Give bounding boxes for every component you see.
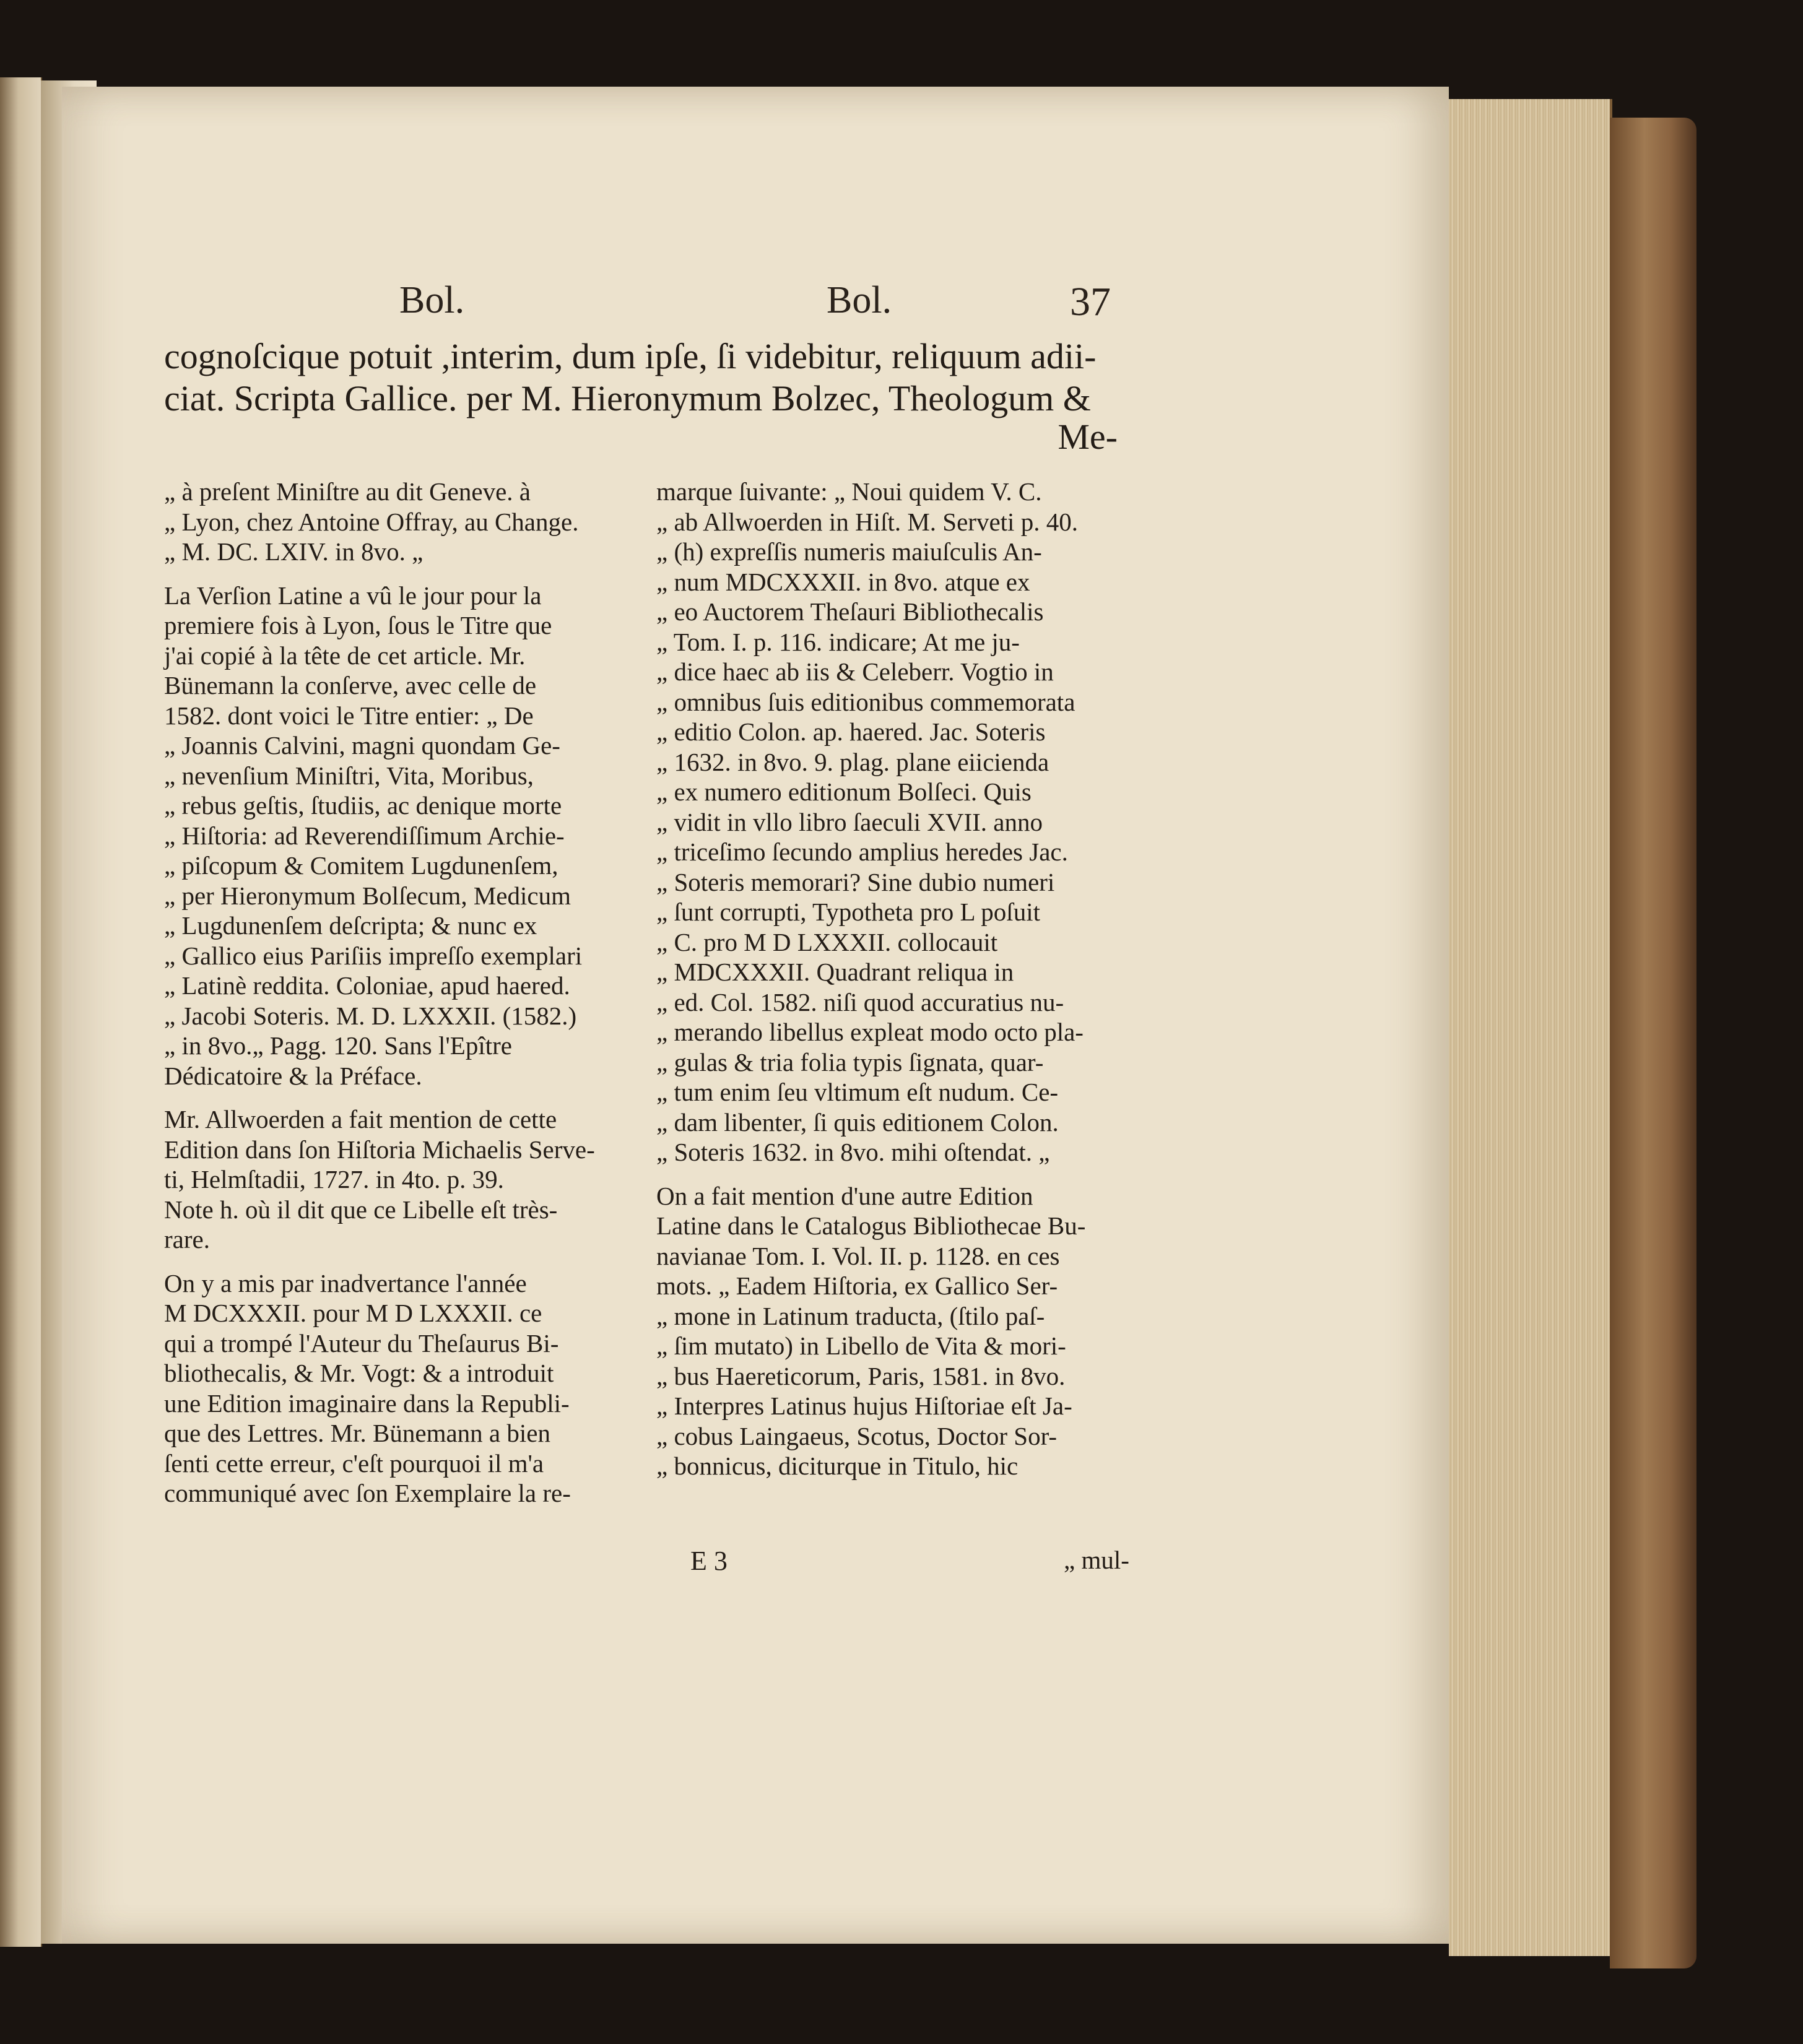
text-line: „ bonnicus, diciturque in Titulo, hic: [656, 1452, 1019, 1480]
text-line: „ Tom. I. p. 116. indicare; At me ju-: [656, 627, 1020, 656]
text-line: „ Gallico eius Pariſiis impreſſo exemplari: [164, 941, 583, 970]
runon-line-3: Me-: [1058, 417, 1118, 457]
page-number: 37: [1070, 279, 1111, 324]
text-line: que des Lettres. Mr. Bünemann a bien: [164, 1419, 550, 1447]
paragraph-gap: [164, 1091, 628, 1104]
text-line: Latine dans le Catalogus Bibliothecae Bu-: [656, 1211, 1086, 1240]
text-line: „ dam libenter, ſi quis editionem Colon.: [656, 1107, 1059, 1137]
text-line: „ C. pro M D LXXXII. collocauit: [656, 927, 998, 956]
text-line: rare.: [164, 1225, 210, 1254]
text-line: Edition dans ſon Hiſtoria Michaelis Serve-: [164, 1135, 595, 1164]
text-line: „ Soteris memorari? Sine dubio numeri: [656, 867, 1055, 896]
text-line: „ Soteris 1632. in 8vo. mihi oſtendat. „: [656, 1138, 1050, 1166]
text-line: ti, Helmſtadii, 1727. in 4to. p. 39.: [164, 1165, 504, 1193]
runon-line-2: ciat. Scripta Gallice. per M. Hieronymum Bolzec, Theologum &: [164, 378, 1091, 418]
text-line: „ ab Allwoerden in Hiſt. M. Serveti p. 40.: [656, 507, 1078, 536]
text-line: „ vidit in vllo libro ſaeculi XVII. anno: [656, 807, 1043, 836]
text-line: La Verſion Latine a vû le jour pour la: [164, 581, 542, 610]
catchword: „ mul-: [1064, 1546, 1129, 1574]
text-line: „ nevenſium Miniſtri, Vita, Moribus,: [164, 761, 534, 790]
text-line: „ ſim mutato) in Libello de Vita & mori-: [656, 1332, 1066, 1360]
text-line: une Edition imaginaire dans la Republi-: [164, 1388, 570, 1418]
paragraph-gap: [164, 567, 628, 581]
running-head-left: Bol.: [399, 279, 465, 321]
text-line: Note h. où il dit que ce Libelle eſt très-: [164, 1195, 558, 1224]
text-line: „ MDCXXXII. Quadrant reliqua in: [656, 958, 1014, 986]
paragraph-gap: [164, 1255, 628, 1268]
running-head-center: Bol.: [827, 279, 892, 321]
text-line: „ triceſimo ſecundo amplius heredes Jac.: [656, 838, 1068, 866]
text-line: „ per Hieronymum Bolſecum, Medicum: [164, 881, 571, 910]
text-line: „ Interpres Latinus hujus Hiſtoriae eſt Ja-: [656, 1392, 1072, 1420]
text-line: „ 1632. in 8vo. 9. plag. plane eiicienda: [656, 747, 1049, 776]
text-line: M DCXXXII. pour M D LXXXII. ce: [164, 1299, 542, 1327]
text-line: „ mone in Latinum traducta, (ſtilo paſ-: [656, 1301, 1045, 1330]
text-line: „ Joannis Calvini, magni quondam Ge-: [164, 731, 560, 760]
text-line: qui a trompé l'Auteur du Theſaurus Bi-: [164, 1328, 559, 1358]
text-line: „ rebus geſtis, ſtudiis, ac denique morte: [164, 791, 562, 820]
text-line: „ cobus Laingaeus, Scotus, Doctor Sor-: [656, 1421, 1058, 1450]
text-line: „ omnibus ſuis editionibus commemorata: [656, 687, 1075, 716]
text-line: „ M. DC. LXIV. in 8vo. „: [164, 537, 424, 566]
text-line: „ (h) expreſſis numeris maiuſculis An-: [656, 537, 1042, 566]
signature-mark: E 3: [690, 1546, 728, 1576]
page-block-edges: [1449, 99, 1612, 1956]
book-cover: [1610, 118, 1697, 1968]
text-line: marque ſuivante: „ Noui quidem V. C.: [656, 477, 1042, 506]
text-line: „ Lyon, chez Antoine Offray, au Change.: [164, 507, 579, 536]
paragraph-gap: [656, 1167, 1121, 1181]
text-line: „ merando libellus expleat modo octo pla-: [656, 1018, 1084, 1046]
text-line: „ dice haec ab iis & Celeberr. Vogtio in: [656, 657, 1054, 686]
text-line: „ gulas & tria folia typis ſignata, quar-: [656, 1047, 1044, 1076]
text-line: „ tum enim ſeu vltimum eſt nudum. Ce-: [656, 1078, 1059, 1106]
text-line: premiere fois à Lyon, ſous le Titre que: [164, 611, 552, 639]
text-line: navianae Tom. I. Vol. II. p. 1128. en ces: [656, 1241, 1060, 1270]
text-line: „ ed. Col. 1582. niſi quod accuratius nu-: [656, 987, 1064, 1016]
left-column: [164, 477, 628, 1509]
text-line: „ bus Haereticorum, Paris, 1581. in 8vo.: [656, 1361, 1066, 1390]
text-line: „ ſunt corrupti, Typotheta pro L poſuit: [656, 898, 1040, 926]
text-line: „ Lugdunenſem deſcripta; & nunc ex: [164, 911, 537, 940]
text-line: j'ai copié à la tête de cet article. Mr.: [164, 641, 526, 670]
text-line: „ à preſent Miniſtre au dit Geneve. à: [164, 477, 531, 506]
right-column: [656, 477, 1121, 1481]
text-line: mots. „ Eadem Hiſtoria, ex Gallico Ser-: [656, 1271, 1058, 1300]
text-line: Dédicatoire & la Préface.: [164, 1061, 422, 1090]
text-line: On y a mis par inadvertance l'année: [164, 1268, 527, 1297]
text-line: „ piſcopum & Comitem Lugdunenſem,: [164, 851, 558, 880]
text-line: „ num MDCXXXII. in 8vo. atque ex: [656, 567, 1030, 596]
text-line: ſenti cette erreur, c'eſt pourquoi il m'a: [164, 1449, 544, 1478]
text-line: „ Latinè reddita. Coloniae, apud haered.: [164, 971, 570, 1000]
text-line: 1582. dont voici le Titre entier: „ De: [164, 701, 534, 730]
text-line: „ Jacobi Soteris. M. D. LXXXII. (1582.): [164, 1001, 577, 1030]
text-line: On a fait mention d'une autre Edition: [656, 1181, 1033, 1210]
text-line: „ ex numero editionum Bolſeci. Quis: [656, 777, 1032, 806]
text-line: communiqué avec ſon Exemplaire la re-: [164, 1479, 571, 1507]
runon-line-1: cognoſcique potuit ,interim, dum ipſe, ſi videbitur, reliquum adii-: [164, 336, 1097, 376]
text-line: bliothecalis, & Mr. Vogt: & a introduit: [164, 1359, 554, 1387]
text-line: Mr. Allwoerden a fait mention de cette: [164, 1105, 557, 1133]
text-line: „ Hiſtoria: ad Reverendiſſimum Archie-: [164, 821, 565, 850]
text-line: Bünemann la conſerve, avec celle de: [164, 671, 537, 699]
text-line: „ eo Auctorem Theſauri Bibliothecalis: [656, 597, 1044, 626]
text-line: „ editio Colon. ap. haered. Jac. Soteris: [656, 717, 1046, 746]
left-page-edge: [0, 77, 42, 1947]
text-line: „ in 8vo.„ Pagg. 120. Sans l'Epître: [164, 1031, 512, 1060]
